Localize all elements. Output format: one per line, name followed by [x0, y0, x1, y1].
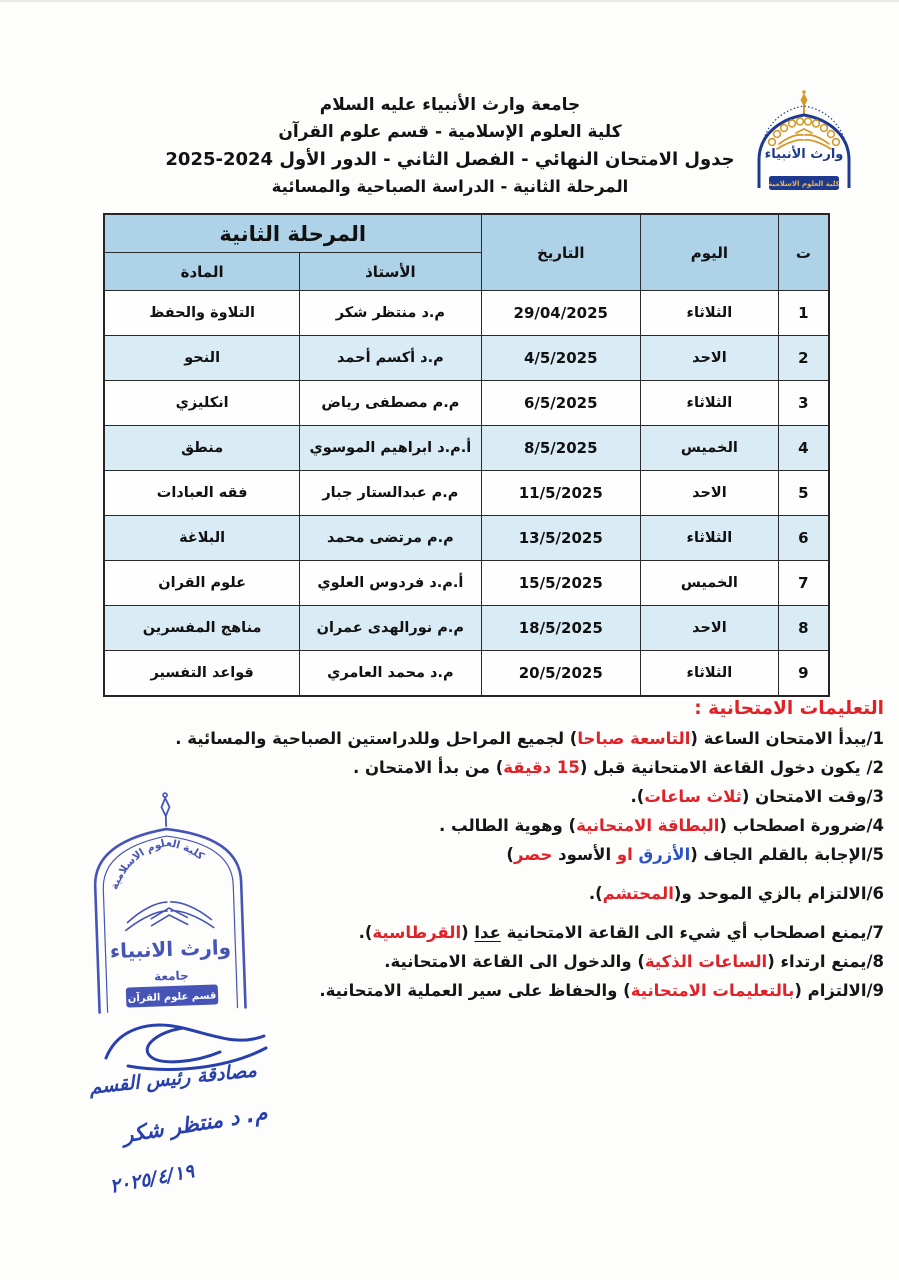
cell-professor: م.م مصطفى رياض — [300, 381, 481, 426]
instruction-segment: 6/الالتزام بالزي الموحد و( — [673, 884, 884, 903]
table-row — [104, 336, 829, 381]
instruction-segment: التاسعة صباحا — [577, 729, 691, 748]
exam-schedule-table — [103, 213, 830, 697]
instruction-segment: ). — [630, 787, 645, 806]
cell-professor: م.م نورالهدى عمران — [300, 606, 481, 651]
instruction-segment: حصر — [513, 845, 553, 864]
exam-table-header — [104, 214, 829, 291]
instruction-segment: المحتشم — [602, 884, 674, 903]
cell-subject: النحو — [104, 336, 300, 381]
cell-professor: م.د منتظر شكر — [300, 291, 481, 336]
column-header-professor: الأستاذ — [300, 253, 481, 291]
cell-date: 4/5/2025 — [481, 336, 641, 381]
university-name: جامعة وارث الأنبياء عليه السلام — [319, 95, 581, 115]
cell-no: 8 — [778, 606, 829, 651]
instruction-segment: او — [616, 845, 633, 864]
instruction-segment: 9/الالتزام ( — [794, 981, 884, 1000]
instruction-segment: الأزرق — [638, 845, 691, 864]
signature-name-text: م. د منتظر شكر — [121, 1100, 269, 1148]
stage-merged-header: المرحلة الثانية — [104, 214, 481, 253]
cell-day: الخميس — [641, 426, 779, 471]
college-department: كلية العلوم الإسلامية - قسم علوم القرآن — [278, 122, 622, 142]
instruction-segment: ( — [461, 923, 475, 942]
logo-spire-icon — [801, 90, 808, 115]
stamp-book-rays-icon — [125, 901, 214, 931]
table-row — [104, 606, 829, 651]
instruction-segment: القرطاسية — [372, 923, 462, 942]
cell-subject: البلاغة — [104, 516, 300, 561]
cell-date: 18/5/2025 — [481, 606, 641, 651]
cell-no: 5 — [778, 471, 829, 516]
cell-day: الاحد — [641, 606, 779, 651]
stage-study-type: المرحلة الثانية - الدراسة الصباحية والمسائية — [271, 177, 629, 196]
instruction-segment: ). — [588, 884, 603, 903]
instruction-segment: 15 دقيقة — [503, 758, 580, 777]
instruction-segment: ثلاث ساعات — [644, 787, 742, 806]
instruction-segment: ) — [506, 845, 514, 864]
cell-no: 1 — [778, 291, 829, 336]
cell-subject: قواعد التفسير — [104, 651, 300, 697]
cell-date: 11/5/2025 — [481, 471, 641, 516]
instruction-segment: 7/يمنع اصطحاب أي شيء الى القاعة الامتحانية — [500, 923, 884, 942]
instruction-segment: ) لجميع المراحل وللدراستين الصباحية والمسائية . — [175, 729, 578, 748]
instruction-segment: عدا — [474, 923, 501, 942]
cell-no: 4 — [778, 426, 829, 471]
instruction-segment: 5/الإجابة بالقلم الجاف ( — [690, 845, 884, 864]
instruction-segment: الساعات الذكية — [644, 952, 768, 971]
cell-day: الخميس — [641, 561, 779, 606]
university-logo — [741, 88, 879, 204]
cell-professor: م.م مرتضى محمد — [300, 516, 481, 561]
cell-date: 13/5/2025 — [481, 516, 641, 561]
signature-date-text: ١٩‏/‏٤‏/‏٢٠٢٥ — [107, 1160, 197, 1198]
instruction-segment: 3/وقت الامتحان ( — [741, 787, 884, 806]
cell-subject: فقه العبادات — [104, 471, 300, 516]
instruction-segment: البطاقة الامتحانية — [576, 816, 720, 835]
column-header-date: التاريخ — [481, 214, 641, 291]
stamp-arc-text: كلية العلوم الاسلامية — [108, 837, 207, 892]
table-row — [104, 561, 829, 606]
cell-subject: منطق — [104, 426, 300, 471]
cell-date: 20/5/2025 — [481, 651, 641, 697]
stamp-arch-outer — [93, 827, 245, 1013]
logo-banner-text: كلية العلوم الاسلامية — [768, 180, 840, 188]
stamp-center-calligraphy: وارث الانبياء — [109, 934, 232, 964]
cell-day: الثلاثاء — [641, 291, 779, 336]
scan-artifact-edge — [0, 0, 899, 2]
instruction-segment: ). — [358, 923, 373, 942]
stamp-university-word: جامعة — [153, 968, 189, 984]
instruction-segment: ) من بدأ الامتحان . — [352, 758, 504, 777]
instruction-segment: 8/يمنع ارتداء ( — [767, 952, 884, 971]
column-header-day: اليوم — [641, 214, 779, 291]
cell-day: الثلاثاء — [641, 516, 779, 561]
cell-day: الاحد — [641, 471, 779, 516]
instruction-segment: 1/يبدأ الامتحان الساعة ( — [690, 729, 884, 748]
cell-subject: علوم القران — [104, 561, 300, 606]
cell-no: 2 — [778, 336, 829, 381]
table-row — [104, 291, 829, 336]
instruction-segment: بالتعليمات الامتحانية — [630, 981, 795, 1000]
instruction-segment: 4/ضرورة اصطحاب ( — [719, 816, 884, 835]
instruction-segment: 2/ يكون دخول القاعة الامتحانية قبل ( — [579, 758, 884, 777]
cell-date: 8/5/2025 — [481, 426, 641, 471]
university-emblem-graphic — [741, 88, 879, 204]
cell-subject: مناهج المفسرين — [104, 606, 300, 651]
department-stamp — [62, 784, 278, 1031]
cell-subject: التلاوة والحفظ — [104, 291, 300, 336]
signature-block — [30, 1010, 340, 1235]
cell-date: 29/04/2025 — [481, 291, 641, 336]
instruction-segment: الأسود — [552, 845, 617, 864]
cell-no: 9 — [778, 651, 829, 697]
cell-day: الثلاثاء — [641, 651, 779, 697]
cell-no: 7 — [778, 561, 829, 606]
signature-role-text: مصادقة رئيس القسم — [88, 1059, 258, 1099]
stamp-arch-inner — [102, 834, 238, 1012]
table-row — [104, 516, 829, 561]
cell-professor: م.د أكسم أحمد — [300, 336, 481, 381]
schedule-title: جدول الامتحان النهائي - الفصل الثاني - الدور الأول 2024‏-‏2025 — [165, 149, 735, 170]
instruction-segment: ) وهوية الطالب . — [439, 816, 577, 835]
cell-subject: انكليزي — [104, 381, 300, 426]
table-row — [104, 426, 829, 471]
cell-day: الثلاثاء — [641, 381, 779, 426]
column-header-subject: المادة — [104, 253, 300, 291]
cell-no: 3 — [778, 381, 829, 426]
cell-professor: م.م عبدالستار جبار — [300, 471, 481, 516]
column-header-no: ت — [778, 214, 829, 291]
cell-professor: أ.م.د فردوس العلوي — [300, 561, 481, 606]
instruction-segment: ) والحفاظ على سير العملية الامتحانية. — [319, 981, 631, 1000]
cell-date: 15/5/2025 — [481, 561, 641, 606]
table-row — [104, 381, 829, 426]
stamp-graphic — [62, 784, 278, 1031]
cell-date: 6/5/2025 — [481, 381, 641, 426]
table-row — [104, 651, 829, 697]
logo-center-calligraphy: وارث الأنبياء — [764, 147, 844, 162]
instruction-segment: ) والدخول الى القاعة الامتحانية. — [384, 952, 645, 971]
instruction-item — [15, 753, 884, 782]
cell-day: الاحد — [641, 336, 779, 381]
exam-table-body — [104, 291, 829, 697]
cell-no: 6 — [778, 516, 829, 561]
table-row — [104, 471, 829, 516]
cell-professor: أ.م.د ابراهيم الموسوي — [300, 426, 481, 471]
cell-professor: م.د محمد العامري — [300, 651, 481, 697]
stamp-banner-text: قسم علوم القرآن — [127, 990, 217, 1005]
instructions-title: التعليمات الامتحانية : — [694, 698, 884, 719]
instruction-item — [15, 724, 884, 753]
